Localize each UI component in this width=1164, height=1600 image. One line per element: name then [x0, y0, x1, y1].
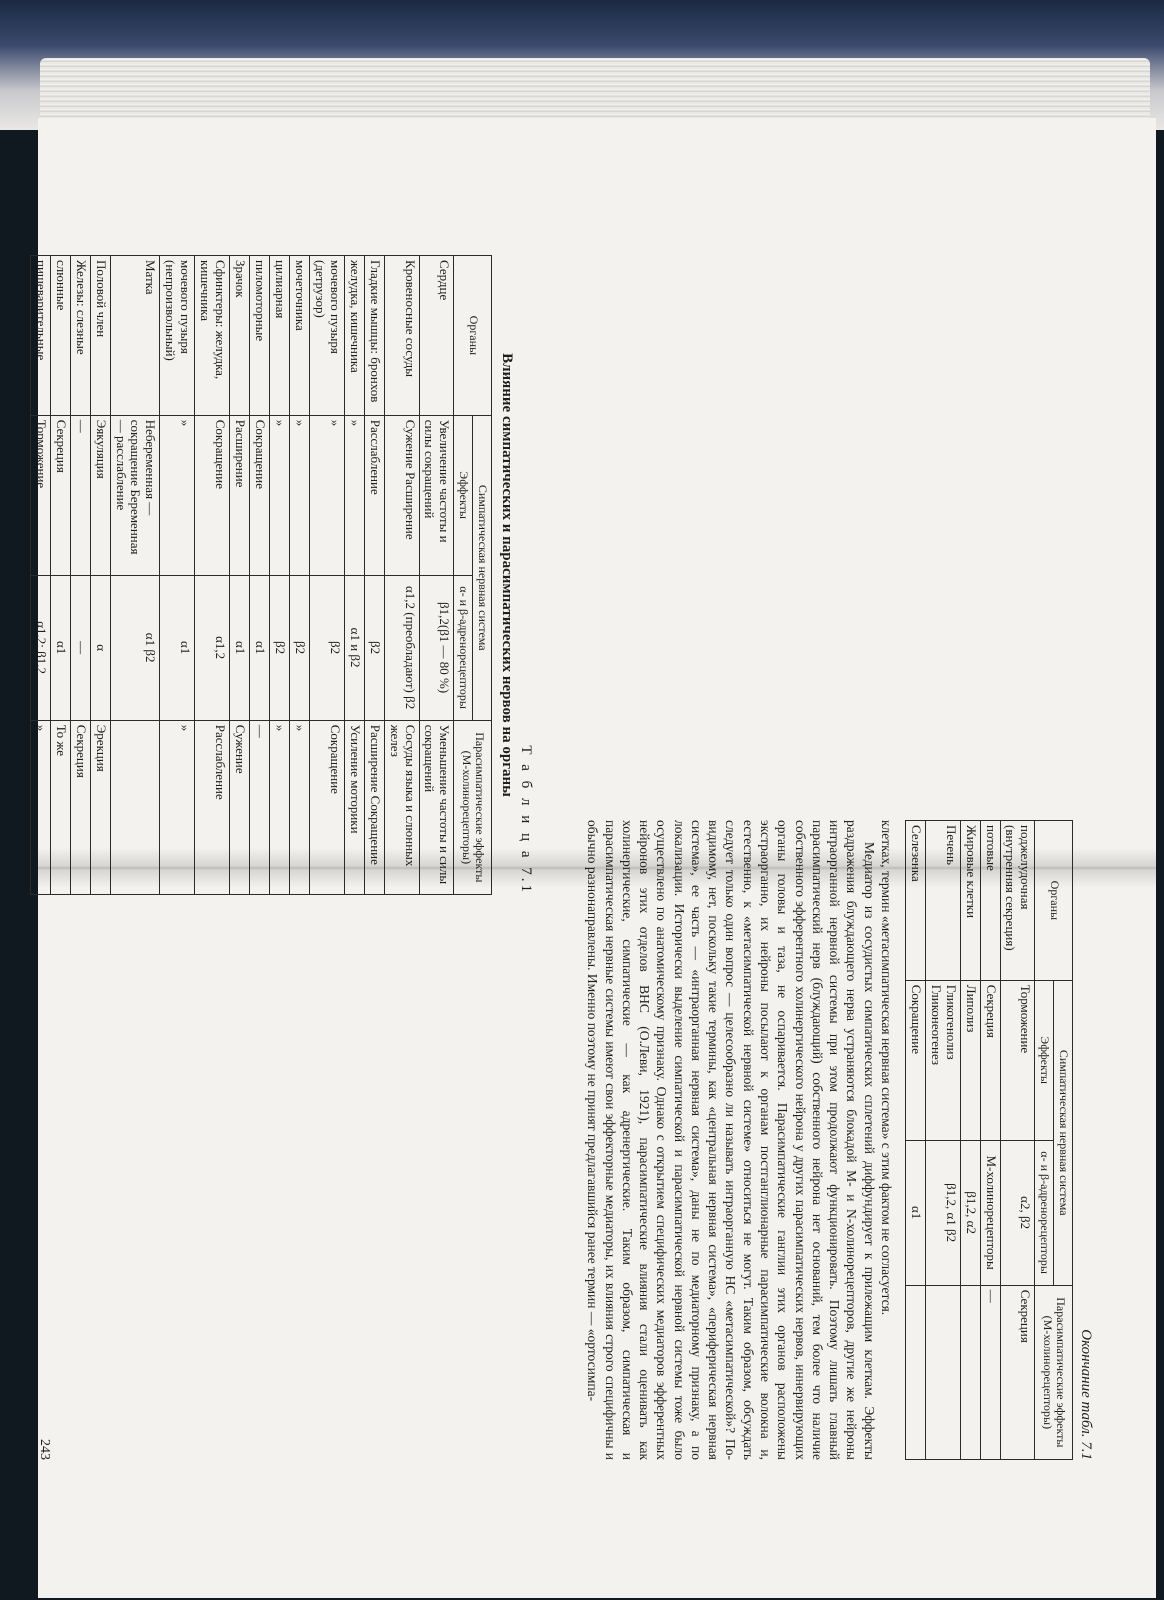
effect-cell: Секреция	[50, 415, 70, 575]
parasympathetic-cell: »	[270, 720, 290, 894]
effects-table	[30, 255, 492, 895]
organ-cell: желудка, кишечника	[344, 256, 364, 416]
receptor-cell: М-холинорецепторы	[980, 1140, 1000, 1285]
receptor-cell: α1	[160, 575, 195, 720]
parasympathetic-cell	[960, 1285, 980, 1459]
effect-cell: Расширение	[230, 415, 250, 575]
effect-cell: Сужение Расширение	[384, 415, 419, 575]
organ-cell: Железы: слезные	[70, 256, 90, 416]
effect-cell: Эякуляция	[90, 415, 110, 575]
table-row	[344, 256, 364, 895]
paragraph: клетках, термин «метасимпатическая нервная система» с этим фактом не согласуется.	[878, 820, 894, 1316]
parasympathetic-cell: —	[980, 1285, 1000, 1459]
table-row	[960, 821, 980, 1460]
parasympathetic-cell: Эрекция	[90, 720, 110, 894]
table-row	[1000, 821, 1035, 1460]
organ-cell: Кровеносные сосуды	[384, 256, 419, 416]
effect-cell: »	[309, 415, 344, 575]
header-organs: Органы	[454, 256, 492, 416]
parasympathetic-cell: Сосуды языка и слюнных желез	[384, 720, 419, 894]
table-row	[905, 821, 925, 1460]
header-receptors: α- и β-адренорецепторы	[1035, 1140, 1054, 1285]
parasympathetic-cell: Сужение	[230, 720, 250, 894]
receptor-cell: α1,2 (преобладают) β2	[384, 575, 419, 720]
effect-cell: Секреция	[980, 980, 1000, 1140]
parasympathetic-cell: »	[289, 720, 309, 894]
effect-cell: »	[344, 415, 364, 575]
header-sympathetic: Симпатическая нервная система	[473, 415, 492, 720]
header-organs: Органы	[1035, 821, 1073, 981]
effect-cell: —	[70, 415, 90, 575]
parasympathetic-cell	[925, 1285, 960, 1459]
parasympathetic-cell: Секреция	[70, 720, 90, 894]
organ-cell: Жировые клетки	[960, 821, 980, 981]
parasympathetic-cell: Секреция	[1000, 1285, 1035, 1459]
table-row	[384, 256, 419, 895]
page-number: 243	[37, 1439, 52, 1460]
table-caption: Т а б л и ц а 7.1	[518, 745, 534, 895]
table-row	[289, 256, 309, 895]
organ-cell: Селезенка	[905, 821, 925, 981]
effect-cell: »	[270, 415, 290, 575]
continuation-caption: Окончание табл. 7.1	[1078, 1329, 1094, 1460]
effects-table-continued	[905, 820, 1073, 1460]
body-text	[584, 820, 895, 1460]
organ-cell: Зрачок	[230, 256, 250, 416]
parasympathetic-cell: —	[250, 720, 270, 894]
effect-cell: »	[160, 415, 195, 575]
table-title: Влияние симпатических и парасимпатических нервов на органы	[499, 353, 515, 797]
receptor-cell: α2, β2	[1000, 1140, 1035, 1285]
effect-cell: Сокращение	[195, 415, 230, 575]
organ-cell: Половой член	[90, 256, 110, 416]
organ-cell: мочевого пузыря (детрузор)	[309, 256, 344, 416]
table-row	[925, 821, 960, 1460]
organ-cell: Матка	[110, 256, 160, 416]
table-row	[980, 821, 1000, 1460]
organ-cell: Печень	[925, 821, 960, 981]
receptor-cell: α1	[250, 575, 270, 720]
effect-cell: Сокращение	[905, 980, 925, 1140]
header-effects: Эффекты	[1035, 980, 1054, 1140]
table-row	[110, 256, 160, 895]
organ-cell: пищеварительные	[30, 256, 50, 416]
organ-cell: пиломоторные	[250, 256, 270, 416]
parasympathetic-cell: Усиление моторики	[344, 720, 364, 894]
receptor-cell: β1,2(β1 — 80 %)	[419, 575, 454, 720]
receptor-cell: β2	[270, 575, 290, 720]
receptor-cell: α1,2; β1,2	[30, 575, 50, 720]
receptor-cell: α1 и β2	[344, 575, 364, 720]
receptor-cell: β1,2, α2	[960, 1140, 980, 1285]
effect-cell: Расслабление	[364, 415, 384, 575]
header-sympathetic: Симпатическая нервная система	[1054, 980, 1073, 1285]
header-effects: Эффекты	[454, 415, 473, 575]
receptor-cell: β2	[289, 575, 309, 720]
receptor-cell: α1	[230, 575, 250, 720]
organ-cell: мочеточника	[289, 256, 309, 416]
effect-cell: Липолиз	[960, 980, 980, 1140]
receptor-cell: α1,2	[195, 575, 230, 720]
receptor-cell: —	[70, 575, 90, 720]
table-row	[90, 256, 110, 895]
table-row	[195, 256, 230, 895]
organ-cell: Гладкие мышцы: бронхов	[364, 256, 384, 416]
table-row	[230, 256, 250, 895]
receptor-cell: β1,2, α1 β2	[925, 1140, 960, 1285]
table-row	[364, 256, 384, 895]
effect-cell: Торможение	[1000, 980, 1035, 1140]
receptor-cell: α	[90, 575, 110, 720]
effect-cell: Увеличение частоты и силы сокращений	[419, 415, 454, 575]
receptor-cell: β2	[364, 575, 384, 720]
effect-cell: Гликогенолиз Гликонеогенез	[925, 980, 960, 1140]
organ-cell: Сфинктеры: желудка, кишечника	[195, 256, 230, 416]
parasympathetic-cell: Уменьшение частоты и силы сокращений	[419, 720, 454, 894]
table-row	[250, 256, 270, 895]
header-parasympathetic: Парасимпатические эффекты (М-холинорецепторы)	[1035, 1285, 1073, 1459]
header-receptors: α- и β-адренорецепторы	[454, 575, 473, 720]
header-parasympathetic: Парасимпатические эффекты (М-холинорецепторы)	[454, 720, 492, 894]
paragraph: Медиатор из сосудистых симпатических сплетений диффундирует к прилежащим клеткам. Эффекты раздражения блуждающего нерва устраняются блокадой М- и N-холинорецепторов, другие же нейроны интраорганной нервной системы при этом продолжают функционировать. Поэтому лишать главный парасимпатический нерв (блуждающий) собственного нейрона нет оснований, тем более что наличие собственного эфферентного холинергического нейрона у других парасимпатических нервов, иннервирующих органы головы и таза, не оспаривается. Парасимпатические ганглии этих органов расположены экстраорганно, их нейроны посылают к органам постганглионарные парасимпатические волокна и, естественно, к «метасимпатической нервной системе» относиться не могут. Таким образом, обсуждать следует только один вопрос — целесообразно ли называть интраорганную НС «метасимпатической»? По-видимому, нет, поскольку такие термины, как «центральная нервная система», «периферическая нервная система», ее часть — «интраорганная нервная система», даны не по медиаторному признаку, а по локализации. Исторически выделение симпатической и парасимпатической нервной системы тоже было осуществлено по анатомическому признаку. Однако с открытием специфических медиаторов эфферентных нейронов этих отделов ВНС (О.Леви, 1921), парасимпатические влияния стали оценивать как холинергические, симпатические — как адренергические. Таким образом, симпатическая и парасимпатическая нервные системы имеют свои эффекторные медиаторы, их влияния строго специфичны и обычно разнонаправлены. Именно поэтому не принят предлагавшийся ранее термин — «ортосимпа-	[585, 820, 877, 1460]
parasympathetic-cell	[905, 1285, 925, 1459]
receptor-cell: β2	[309, 575, 344, 720]
table-row	[50, 256, 70, 895]
receptor-cell: α1	[905, 1140, 925, 1285]
organ-cell: мочевого пузыря (непроизвольный)	[160, 256, 195, 416]
organ-cell: потовые	[980, 821, 1000, 981]
parasympathetic-cell: »	[30, 720, 50, 894]
organ-cell: цилиарная	[270, 256, 290, 416]
receptor-cell: α1	[50, 575, 70, 720]
organ-cell: Сердце	[419, 256, 454, 416]
right-page	[37, 800, 1100, 1480]
table-row	[160, 256, 195, 895]
table-row	[270, 256, 290, 895]
parasympathetic-cell: Расслабление	[195, 720, 230, 894]
organ-cell: поджелудочная (внутренняя секреция)	[1000, 821, 1035, 981]
effect-cell: Сокращение	[250, 415, 270, 575]
table-row	[70, 256, 90, 895]
parasympathetic-cell: »	[160, 720, 195, 894]
effect-cell: »	[289, 415, 309, 575]
organ-cell: слюнные	[50, 256, 70, 416]
receptor-cell: α1 β2	[110, 575, 160, 720]
table-row	[309, 256, 344, 895]
effect-cell: Торможение	[30, 415, 50, 575]
parasympathetic-cell: Расширение Сокращение	[364, 720, 384, 894]
table-row	[419, 256, 454, 895]
table-row	[30, 256, 50, 895]
parasympathetic-cell: Сокращение	[309, 720, 344, 894]
effect-cell: Небеременная — сокращение Беременная — расслабление	[110, 415, 160, 575]
parasympathetic-cell: То же	[50, 720, 70, 894]
